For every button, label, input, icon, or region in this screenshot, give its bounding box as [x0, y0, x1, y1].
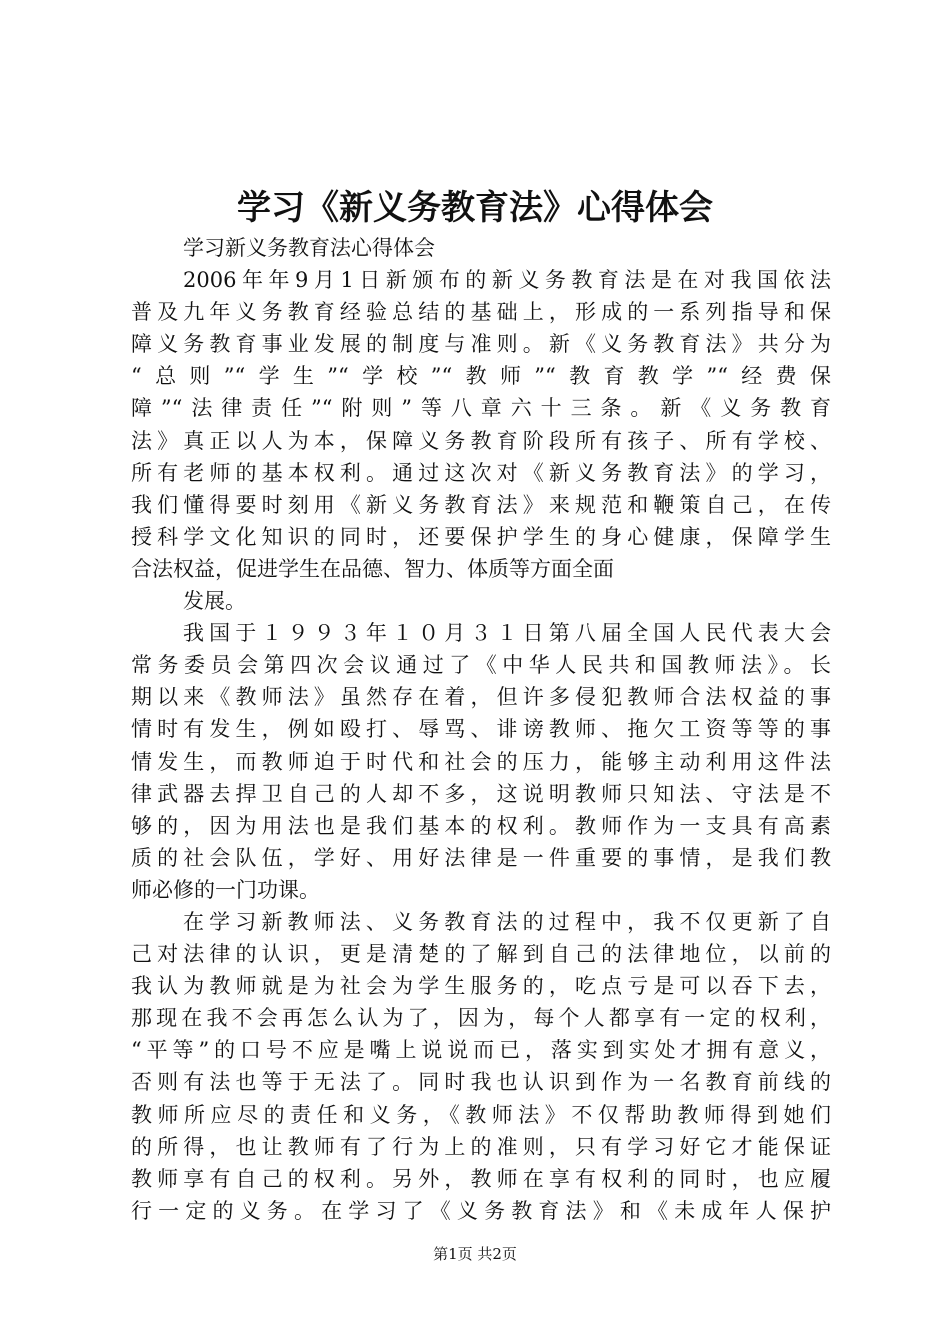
- body-line: 在学习新教师法、义务教育法的过程中，我不仅更新了自: [183, 909, 831, 934]
- document-title: 学习《新义务教育法》心得体会: [237, 188, 713, 228]
- body-line: 授科学文化知识的同时，还要保护学生的身心健康，保障学生: [131, 524, 831, 549]
- body-line: “平等”的口号不应是嘴上说说而已，落实到实处才拥有意义，: [131, 1038, 831, 1063]
- body-line: 够的，因为用法也是我们基本的权利。教师作为一支具有高素: [131, 813, 831, 838]
- body-line: 普及九年义务教育经验总结的基础上，形成的一系列指导和保: [131, 300, 831, 325]
- body-line: 合法权益，促进学生在品德、智力、体质等方面全面: [131, 556, 614, 581]
- body-line: 常务委员会第四次会议通过了《中华人民共和国教师法》。长: [131, 653, 831, 678]
- body-line: 法》真正以人为本，保障义务教育阶段所有孩子、所有学校、: [131, 428, 831, 453]
- body-line: 律武器去捍卫自己的人却不多，这说明教师只知法、守法是不: [131, 781, 831, 806]
- body-line: 行一定的义务。在学习了《义务教育法》和《未成年人保护: [131, 1198, 831, 1223]
- body-line: 否则有法也等于无法了。同时我也认识到作为一名教育前线的: [131, 1070, 831, 1095]
- body-line: 障义务教育事业发展的制度与准则。新《义务教育法》共分为: [131, 332, 831, 357]
- body-line: 教师享有自己的权利。另外，教师在享有权利的同时，也应履: [131, 1166, 831, 1191]
- body-line: “总则”“学生”“学校”“教师”“教育教学”“经费保: [131, 364, 831, 389]
- page-footer: 第1页 共2页: [433, 1245, 517, 1263]
- body-line: 学习新义务教育法心得体会: [183, 236, 435, 260]
- body-line: 我认为教师就是为社会为学生服务的，吃点亏是可以吞下去，: [131, 974, 831, 999]
- body-line: 期以来《教师法》虽然存在着，但许多侵犯教师合法权益的事: [131, 685, 831, 710]
- body-line: 2006年年9月1日新颁布的新义务教育法是在对我国依法: [183, 268, 831, 293]
- body-line: 师必修的一门功课。: [131, 877, 320, 902]
- body-line: 障”“法律责任”“附则”等八章六十三条。新《义务教育: [131, 396, 831, 421]
- document-body: [131, 232, 831, 1227]
- body-line: 教师所应尽的责任和义务，《教师法》不仅帮助教师得到她们: [131, 1102, 831, 1127]
- body-line: 那现在我不会再怎么认为了，因为，每个人都享有一定的权利，: [131, 1006, 831, 1031]
- body-line: 的所得，也让教师有了行为上的准则，只有学习好它才能保证: [131, 1134, 831, 1159]
- body-line: 情时有发生，例如殴打、辱骂、诽谤教师、拖欠工资等等的事: [131, 717, 831, 742]
- body-line: 我们懂得要时刻用《新义务教育法》来规范和鞭策自己，在传: [131, 492, 831, 517]
- body-line: 己对法律的认识，更是清楚的了解到自己的法律地位，以前的: [131, 942, 831, 967]
- body-line: 发展。: [183, 589, 246, 614]
- body-line: 所有老师的基本权利。通过这次对《新义务教育法》的学习，: [131, 460, 831, 485]
- body-line: 情发生，而教师迫于时代和社会的压力，能够主动利用这件法: [131, 749, 831, 774]
- body-line: 质的社会队伍，学好、用好法律是一件重要的事情，是我们教: [131, 845, 831, 870]
- body-line: 我国于１９９３年１０月３１日第八届全国人民代表大会: [183, 621, 831, 646]
